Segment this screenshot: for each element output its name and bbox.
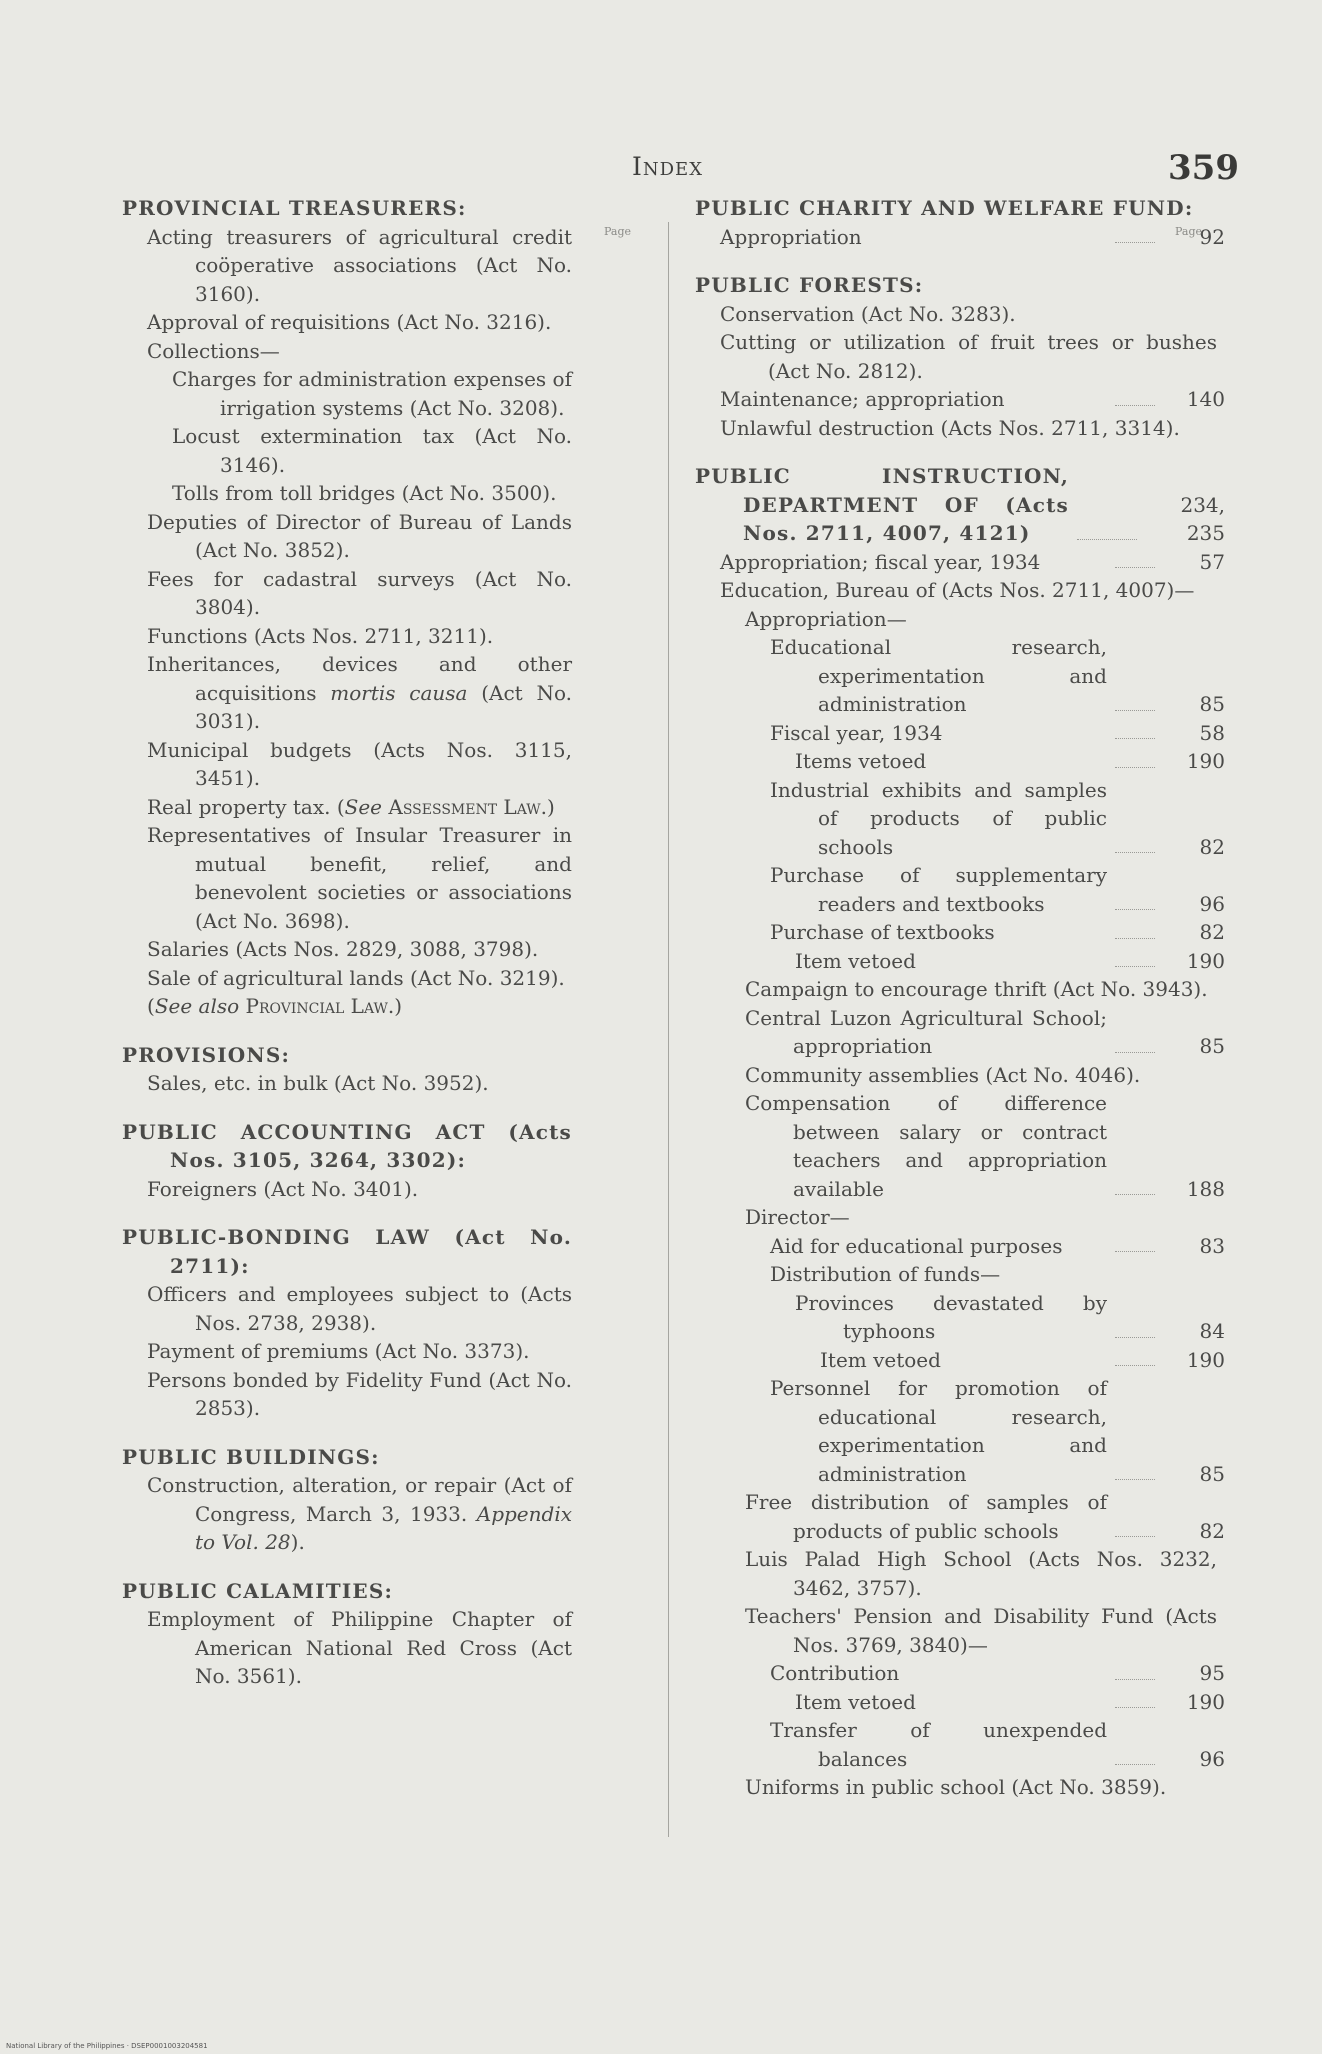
index-entry xyxy=(795,747,1225,776)
index-section xyxy=(122,1443,572,1557)
page-reference: 234, 235 xyxy=(1180,492,1225,545)
index-sections xyxy=(122,194,572,1691)
section-heading: PUBLIC CHARITY AND WELFARE FUND: xyxy=(695,196,1194,220)
entry-text: Municipal budgets (Acts Nos. 3115, 3451). xyxy=(147,737,572,790)
entry-text: Charges for administration expenses of irrigation systems (Act No. 3208). xyxy=(172,367,572,420)
page-reference: 82 xyxy=(1199,1518,1225,1543)
entry-text: Officers and employees subject to (Acts Nos. 2738, 2938). xyxy=(147,1282,572,1335)
entry-text: Items vetoed xyxy=(795,749,927,773)
page-reference: 82 xyxy=(1199,834,1225,859)
running-head-title: Index xyxy=(632,152,704,181)
index-entry xyxy=(147,508,572,565)
page-reference: 190 xyxy=(1186,749,1225,773)
dot-leader xyxy=(1115,909,1155,910)
index-entry xyxy=(147,736,572,793)
index-entry xyxy=(147,935,572,964)
page-column-label: Page xyxy=(1175,225,1203,238)
entry-text: Sales, etc. in bulk (Act No. 3952). xyxy=(147,1071,489,1095)
dot-leader xyxy=(1115,242,1155,243)
dot-leader xyxy=(1115,1365,1155,1366)
index-entry xyxy=(147,622,572,651)
entry-text: Representatives of Insular Treasurer in mutual benefit, relief, and benevolent societies or associations (Act No. 3698). xyxy=(147,823,572,933)
dot-leader xyxy=(1115,966,1155,967)
page-reference: 96 xyxy=(1199,891,1225,916)
section-heading: PUBLIC-BONDING LAW (Act No. 2711): xyxy=(122,1225,572,1278)
index-entry xyxy=(770,861,1225,918)
index-entry xyxy=(172,422,572,479)
page-reference: 83 xyxy=(1199,1233,1225,1258)
index-section xyxy=(122,1118,572,1204)
entry-text: Campaign to encourage thrift (Act No. 3943). xyxy=(745,977,1208,1001)
entry-text: Appropriation xyxy=(720,224,862,249)
entry-text: Real property tax. (See Assessment Law.) xyxy=(147,794,555,819)
index-entry xyxy=(795,1688,1225,1717)
section-heading-row xyxy=(695,462,1225,548)
index-entry xyxy=(770,1374,1225,1488)
page-reference: 190 xyxy=(1186,1347,1225,1372)
entry-text: Foreigners (Act No. 3401). xyxy=(147,1176,419,1201)
index-entry xyxy=(745,1545,1225,1602)
index-entry xyxy=(147,1280,572,1337)
entry-text: Persons bonded by Fidelity Fund (Act No. 2853). xyxy=(147,1367,572,1420)
index-section xyxy=(122,1223,572,1423)
index-entry xyxy=(745,1773,1225,1802)
index-section xyxy=(122,1041,572,1098)
entry-text: Approval of requisitions (Act No. 3216). xyxy=(147,310,552,334)
entry-text: Education, Bureau of (Acts Nos. 2711, 4007)— xyxy=(720,578,1195,602)
index-entry xyxy=(147,1337,572,1366)
section-heading: PUBLIC FORESTS: xyxy=(695,273,924,297)
column-divider xyxy=(668,222,669,1837)
entry-text: Contribution xyxy=(770,1661,900,1685)
page-reference: 82 xyxy=(1199,920,1225,944)
entry-text: Tolls from toll bridges (Act No. 3500). xyxy=(172,481,557,505)
page-reference: 85 xyxy=(1199,692,1225,716)
index-section xyxy=(695,462,1225,1802)
index-entry xyxy=(745,975,1225,1004)
index-entry xyxy=(147,1175,572,1204)
dot-leader xyxy=(1115,405,1155,406)
index-entry xyxy=(820,1346,1225,1375)
index-entry xyxy=(745,605,1225,634)
index-entry xyxy=(147,793,572,822)
page-reference: 95 xyxy=(1199,1661,1225,1685)
entry-text: Inheritances, devices and other acquisitions mortis causa (Act No. 3031). xyxy=(147,652,573,733)
index-entry xyxy=(745,1061,1225,1090)
entry-text: Community assemblies (Act No. 4046). xyxy=(745,1062,1141,1087)
entry-text: Deputies of Director of Bureau of Lands (Act No. 3852). xyxy=(147,509,572,562)
entry-text: Director— xyxy=(745,1205,850,1229)
section-heading: PUBLIC BUILDINGS: xyxy=(122,1444,380,1469)
dot-leader xyxy=(1115,1337,1155,1338)
index-entry xyxy=(147,1366,572,1423)
section-heading: PROVISIONS: xyxy=(122,1042,291,1067)
entry-text: Collections— xyxy=(147,338,280,363)
entry-text: Luis Palad High School (Acts Nos. 3232, 3462, 3757). xyxy=(745,1547,1217,1600)
page-column-label: Page xyxy=(604,225,632,238)
index-entry xyxy=(147,223,572,309)
entry-text: Payment of premiums (Act No. 3373). xyxy=(147,1339,530,1363)
entry-text: Acting treasurers of agricultural credit coöperative associations (Act No. 3160). xyxy=(147,224,572,306)
index-entry xyxy=(720,385,1225,414)
entry-text: Industrial exhibits and samples of products of public schools xyxy=(770,777,1107,859)
running-head xyxy=(0,148,1322,192)
index-entry xyxy=(147,1069,572,1098)
page-reference: 190 xyxy=(1186,948,1225,973)
entry-text: Item vetoed xyxy=(795,1689,916,1714)
index-entry xyxy=(770,633,1225,719)
index-entry xyxy=(745,1602,1225,1659)
dot-leader xyxy=(1115,1194,1155,1195)
index-entry xyxy=(795,1289,1225,1346)
entry-text: Fiscal year, 1934 xyxy=(770,720,943,745)
entry-text: Salaries (Acts Nos. 2829, 3088, 3798). xyxy=(147,937,539,961)
index-entry xyxy=(147,1605,572,1691)
index-section xyxy=(695,194,1225,251)
entry-text: Distribution of funds— xyxy=(770,1262,1001,1286)
index-entry xyxy=(720,576,1225,605)
entry-text: Locust extermination tax (Act No. 3146). xyxy=(172,424,572,477)
entry-text: (See also Provincial Law.) xyxy=(147,994,403,1018)
index-entry xyxy=(720,328,1225,385)
entry-text: Appropriation— xyxy=(745,606,907,631)
index-entry xyxy=(770,719,1225,748)
index-entry xyxy=(147,992,572,1021)
entry-text: Sale of agricultural lands (Act No. 3219). xyxy=(147,965,565,990)
right-column xyxy=(695,194,1225,1802)
entry-text: Item vetoed xyxy=(795,948,916,973)
page-number: 359 xyxy=(1168,148,1239,188)
entry-text: Appropriation; fiscal year, 1934 xyxy=(720,549,1041,574)
dot-leader xyxy=(1115,1479,1155,1480)
page-reference: 85 xyxy=(1199,1034,1225,1058)
entry-text: Teachers' Pension and Disability Fund (Acts Nos. 3769, 3840)— xyxy=(745,1604,1217,1657)
index-entry xyxy=(770,1659,1225,1688)
index-entry xyxy=(795,947,1225,976)
index-entry xyxy=(770,776,1225,862)
page-reference: 57 xyxy=(1199,549,1225,574)
entry-text: Transfer of unexpended balances xyxy=(770,1718,1107,1771)
entry-text: Purchase of textbooks xyxy=(770,920,995,944)
index-entry xyxy=(770,1716,1225,1773)
dot-leader xyxy=(1115,1679,1155,1680)
index-entry xyxy=(147,650,572,736)
dot-leader xyxy=(1115,938,1155,939)
section-heading: PROVINCIAL TREASURERS: xyxy=(122,196,467,220)
entry-text: Item vetoed xyxy=(820,1347,941,1372)
entry-text: Employment of Philippine Chapter of American National Red Cross (Act No. 3561). xyxy=(147,1607,572,1688)
index-entry xyxy=(745,1203,1225,1232)
index-entry xyxy=(720,548,1225,577)
entry-text: Functions (Acts Nos. 2711, 3211). xyxy=(147,623,494,648)
section-heading: PUBLIC INSTRUCTION, DEPARTMENT OF (Acts Nos. 2711, 4007, 4121) xyxy=(695,464,1069,545)
section-heading: PUBLIC ACCOUNTING ACT (Acts Nos. 3105, 3264, 3302): xyxy=(122,1119,572,1172)
index-entry xyxy=(745,1089,1225,1203)
index-entry xyxy=(147,308,572,337)
entry-text: Maintenance; appropriation xyxy=(720,387,1005,411)
entry-text: Personnel for promotion of educational research, experimentation and administration xyxy=(770,1376,1107,1486)
entry-text: Educational research, experimentation and administration xyxy=(770,635,1107,716)
footer-note: National Library of the Philippines · DSEP0001003204581 xyxy=(6,2042,208,2050)
index-entry xyxy=(147,565,572,622)
dot-leader xyxy=(1115,567,1155,568)
index-entry xyxy=(147,821,572,935)
entry-text: Aid for educational purposes xyxy=(770,1233,1063,1258)
index-entry xyxy=(745,1488,1225,1545)
page-reference: 58 xyxy=(1199,720,1225,745)
index-sections xyxy=(695,194,1225,1802)
index-entry xyxy=(147,964,572,993)
entry-text: Central Luzon Agricultural School; appropriation xyxy=(745,1005,1107,1058)
dot-leader xyxy=(1115,852,1155,853)
dot-leader xyxy=(1115,767,1155,768)
page-reference: 188 xyxy=(1186,1176,1225,1201)
entry-text: Cutting or utilization of fruit trees or bushes (Act No. 2812). xyxy=(720,330,1217,383)
entry-text: Purchase of supplementary readers and textbooks xyxy=(770,863,1107,916)
page-reference: 84 xyxy=(1199,1319,1225,1343)
entry-text: Construction, alteration, or repair (Act of Congress, March 3, 1933. Appendix to Vol. 28). xyxy=(147,1473,572,1554)
index-entry xyxy=(172,479,572,508)
dot-leader xyxy=(1115,1536,1155,1537)
dot-leader xyxy=(1115,1764,1155,1765)
index-section xyxy=(122,194,572,1021)
page-reference: 96 xyxy=(1199,1746,1225,1771)
index-entry xyxy=(147,1471,572,1557)
index-entry xyxy=(770,1260,1225,1289)
dot-leader xyxy=(1115,1052,1155,1053)
section-heading: PUBLIC CALAMITIES: xyxy=(122,1578,394,1603)
index-section xyxy=(695,271,1225,442)
page-reference: 85 xyxy=(1199,1461,1225,1486)
entry-text: Uniforms in public school (Act No. 3859). xyxy=(745,1775,1167,1799)
dot-leader xyxy=(1115,1251,1155,1252)
entry-text: Free distribution of samples of products of public schools xyxy=(745,1490,1107,1543)
index-entry xyxy=(745,1004,1225,1061)
index-entry xyxy=(172,365,572,422)
entry-text: Fees for cadastral surveys (Act No. 3804). xyxy=(147,566,572,619)
page-reference: 190 xyxy=(1186,1689,1225,1714)
index-entry xyxy=(720,300,1225,329)
entry-text: Compensation of difference between salary or contract teachers and appropriation available xyxy=(745,1091,1107,1201)
dot-leader xyxy=(1115,1707,1155,1708)
index-entry xyxy=(770,1232,1225,1261)
index-entry xyxy=(147,337,572,366)
index-entry xyxy=(720,223,1225,252)
left-column xyxy=(122,194,632,1691)
entry-text: Unlawful destruction (Acts Nos. 2711, 3314). xyxy=(720,415,1180,440)
entry-text: Provinces devastated by typhoons xyxy=(795,1290,1107,1343)
index-section xyxy=(122,1577,572,1691)
dot-leader xyxy=(1115,738,1155,739)
page-reference: 140 xyxy=(1186,387,1225,411)
index-entry xyxy=(770,918,1225,947)
index-entry xyxy=(720,414,1225,443)
page-reference: 92 xyxy=(1199,224,1225,249)
dot-leader xyxy=(1077,539,1137,540)
entry-text: Conservation (Act No. 3283). xyxy=(720,301,1016,326)
dot-leader xyxy=(1115,710,1155,711)
